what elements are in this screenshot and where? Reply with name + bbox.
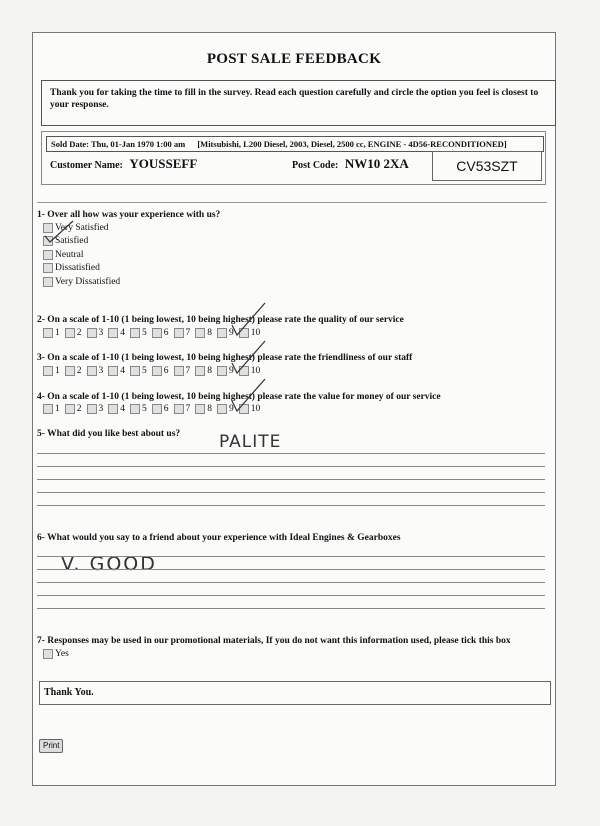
customer-row: [50, 156, 197, 172]
answer-line[interactable]: [37, 466, 545, 467]
checkbox[interactable]: [43, 366, 53, 376]
rating-label: 9: [229, 404, 234, 414]
checkbox[interactable]: [152, 328, 162, 338]
checkbox[interactable]: [152, 366, 162, 376]
rating-label: 10: [250, 328, 261, 338]
sold-row: [46, 136, 544, 152]
q1-option[interactable]: Very Satisfied: [43, 221, 120, 235]
rating-label: 5: [142, 328, 147, 338]
answer-line[interactable]: [37, 492, 545, 493]
question-2: 2- On a scale of 1-10 (1 being lowest, 10 being highest) please rate the quality of our service: [37, 315, 404, 325]
rating-label: 7: [185, 404, 191, 414]
rating-label: 6: [163, 404, 169, 414]
answer-line[interactable]: [37, 595, 545, 596]
customer-details-box: [41, 131, 546, 185]
rating-option[interactable]: [130, 328, 147, 338]
postcode-label: Post Code:: [292, 160, 339, 171]
q7-options: [43, 647, 69, 661]
checkbox[interactable]: [43, 250, 53, 260]
rating-label: 3: [98, 328, 104, 338]
rating-label: 8: [207, 328, 212, 338]
checkbox[interactable]: [65, 366, 75, 376]
rating-option[interactable]: [130, 366, 147, 376]
checkbox[interactable]: [43, 277, 53, 287]
handwritten-tick: [229, 337, 269, 377]
checkbox[interactable]: [174, 404, 184, 414]
rating-label: 4: [120, 366, 125, 376]
q1-option[interactable]: Neutral: [43, 248, 120, 262]
answer-line[interactable]: [37, 569, 545, 570]
checkbox[interactable]: [43, 404, 53, 414]
sold-date: Thu, 01-Jan 1970 1:00 am: [91, 139, 186, 149]
q1-option[interactable]: Satisfied: [43, 235, 120, 249]
rating-option[interactable]: [152, 404, 169, 414]
q5-handwritten-answer: PALITE: [219, 432, 282, 452]
postcode: NW10 2XA: [344, 156, 409, 171]
checkbox[interactable]: [43, 649, 53, 659]
rating-option[interactable]: [174, 404, 191, 414]
question-1: 1- Over all how was your experience with us?: [37, 210, 221, 220]
checkbox[interactable]: [108, 328, 118, 338]
registration-number: CV53SZT: [432, 151, 542, 181]
question-6: 6- What would you say to a friend about your experience with Ideal Engines & Gearboxes: [37, 533, 401, 543]
checkbox[interactable]: [130, 404, 140, 414]
rating-label: 2: [76, 366, 82, 376]
rating-option[interactable]: [108, 328, 125, 338]
rating-label: 9: [229, 328, 234, 338]
checkbox[interactable]: [130, 366, 140, 376]
checkbox[interactable]: [43, 263, 53, 273]
rating-option[interactable]: [195, 328, 212, 338]
rating-label: 6: [163, 328, 169, 338]
rating-label: 7: [185, 328, 191, 338]
feedback-form: [32, 32, 556, 786]
rating-label: 9: [229, 366, 234, 376]
customer-name-label: Customer Name:: [50, 160, 123, 171]
checkbox[interactable]: [217, 328, 227, 338]
question-4: 4- On a scale of 1-10 (1 being lowest, 10 being highest) please rate the value for money of our service: [37, 392, 441, 402]
answer-line[interactable]: [37, 453, 545, 454]
rating-label: 5: [142, 404, 147, 414]
vehicle-details: [Mitsubishi, L200 Diesel, 2003, Diesel, 2500 cc, ENGINE - 4D56-RECONDITIONED]: [197, 139, 507, 149]
checkbox[interactable]: [130, 328, 140, 338]
rating-label: 5: [142, 366, 147, 376]
rating-option[interactable]: [174, 366, 191, 376]
rating-option[interactable]: [87, 328, 104, 338]
rating-label: 2: [76, 328, 82, 338]
rating-option[interactable]: [174, 328, 191, 338]
rating-label: 1: [55, 404, 60, 414]
rating-label: 6: [163, 366, 169, 376]
q7-option-yes[interactable]: Yes: [43, 647, 69, 661]
rating-label: 3: [98, 404, 104, 414]
question-5: 5- What did you like best about us?: [37, 429, 181, 439]
postcode-row: [292, 156, 409, 172]
rating-label: 7: [185, 366, 191, 376]
rating-label: 4: [120, 328, 125, 338]
answer-line[interactable]: [37, 582, 545, 583]
checkbox[interactable]: [152, 404, 162, 414]
rating-option[interactable]: [108, 404, 125, 414]
customer-name: YOUSSEFF: [129, 156, 198, 171]
rating-option[interactable]: [152, 366, 169, 376]
rating-option[interactable]: [65, 328, 82, 338]
rating-label: 3: [98, 366, 104, 376]
rating-option[interactable]: [87, 404, 104, 414]
sold-date-label: Sold Date:: [51, 139, 90, 149]
handwritten-tick: [229, 299, 269, 339]
divider: [37, 202, 547, 203]
answer-line[interactable]: [37, 608, 545, 609]
answer-line[interactable]: [37, 505, 545, 506]
print-button[interactable]: Print: [39, 739, 63, 753]
thank-you-box: Thank You.: [39, 681, 551, 705]
rating-label: 1: [55, 328, 60, 338]
question-7: 7- Responses may be used in our promotional materials, If you do not want this information used, please tick this box: [37, 636, 511, 646]
rating-label: 1: [55, 366, 60, 376]
rating-option[interactable]: [195, 366, 212, 376]
answer-line[interactable]: [37, 479, 545, 480]
rating-option[interactable]: [195, 404, 212, 414]
rating-option[interactable]: [65, 366, 82, 376]
answer-line[interactable]: [37, 556, 545, 557]
rating-option[interactable]: [108, 366, 125, 376]
q1-option[interactable]: Very Dissatisfied: [43, 275, 120, 289]
checkbox[interactable]: [65, 404, 75, 414]
checkbox[interactable]: [65, 328, 75, 338]
rating-label: 4: [120, 404, 125, 414]
rating-option[interactable]: [43, 404, 60, 414]
rating-option[interactable]: [87, 366, 104, 376]
rating-option[interactable]: [43, 328, 60, 338]
checkbox[interactable]: [108, 404, 118, 414]
rating-label: 10: [250, 404, 261, 414]
checkbox[interactable]: [43, 328, 53, 338]
rating-option[interactable]: [65, 404, 82, 414]
checkbox[interactable]: [108, 366, 118, 376]
handwritten-tick: [43, 220, 75, 244]
rating-option[interactable]: [43, 366, 60, 376]
checkbox[interactable]: [87, 328, 97, 338]
rating-label: 10: [250, 366, 261, 376]
checkbox[interactable]: [217, 404, 227, 414]
checkbox[interactable]: [174, 328, 184, 338]
checkbox[interactable]: [195, 404, 205, 414]
checkbox[interactable]: [195, 328, 205, 338]
q1-option[interactable]: Dissatisfied: [43, 262, 120, 276]
checkbox[interactable]: [87, 404, 97, 414]
checkbox[interactable]: [217, 366, 227, 376]
checkbox[interactable]: [195, 366, 205, 376]
question-3: 3- On a scale of 1-10 (1 being lowest, 10 being highest) please rate the friendliness of our staff: [37, 353, 413, 363]
q6-handwritten-answer: V. GOOD: [61, 553, 157, 575]
checkbox[interactable]: [87, 366, 97, 376]
rating-option[interactable]: [130, 404, 147, 414]
intro-text: Thank you for taking the time to fill in the survey. Read each question carefully and circle the option you feel is closest to your response.: [41, 80, 556, 126]
rating-label: 8: [207, 366, 212, 376]
checkbox[interactable]: [174, 366, 184, 376]
rating-label: 2: [76, 404, 82, 414]
form-title: POST SALE FEEDBACK: [206, 51, 382, 67]
handwritten-tick: [229, 375, 269, 415]
rating-option[interactable]: [152, 328, 169, 338]
rating-label: 8: [207, 404, 212, 414]
